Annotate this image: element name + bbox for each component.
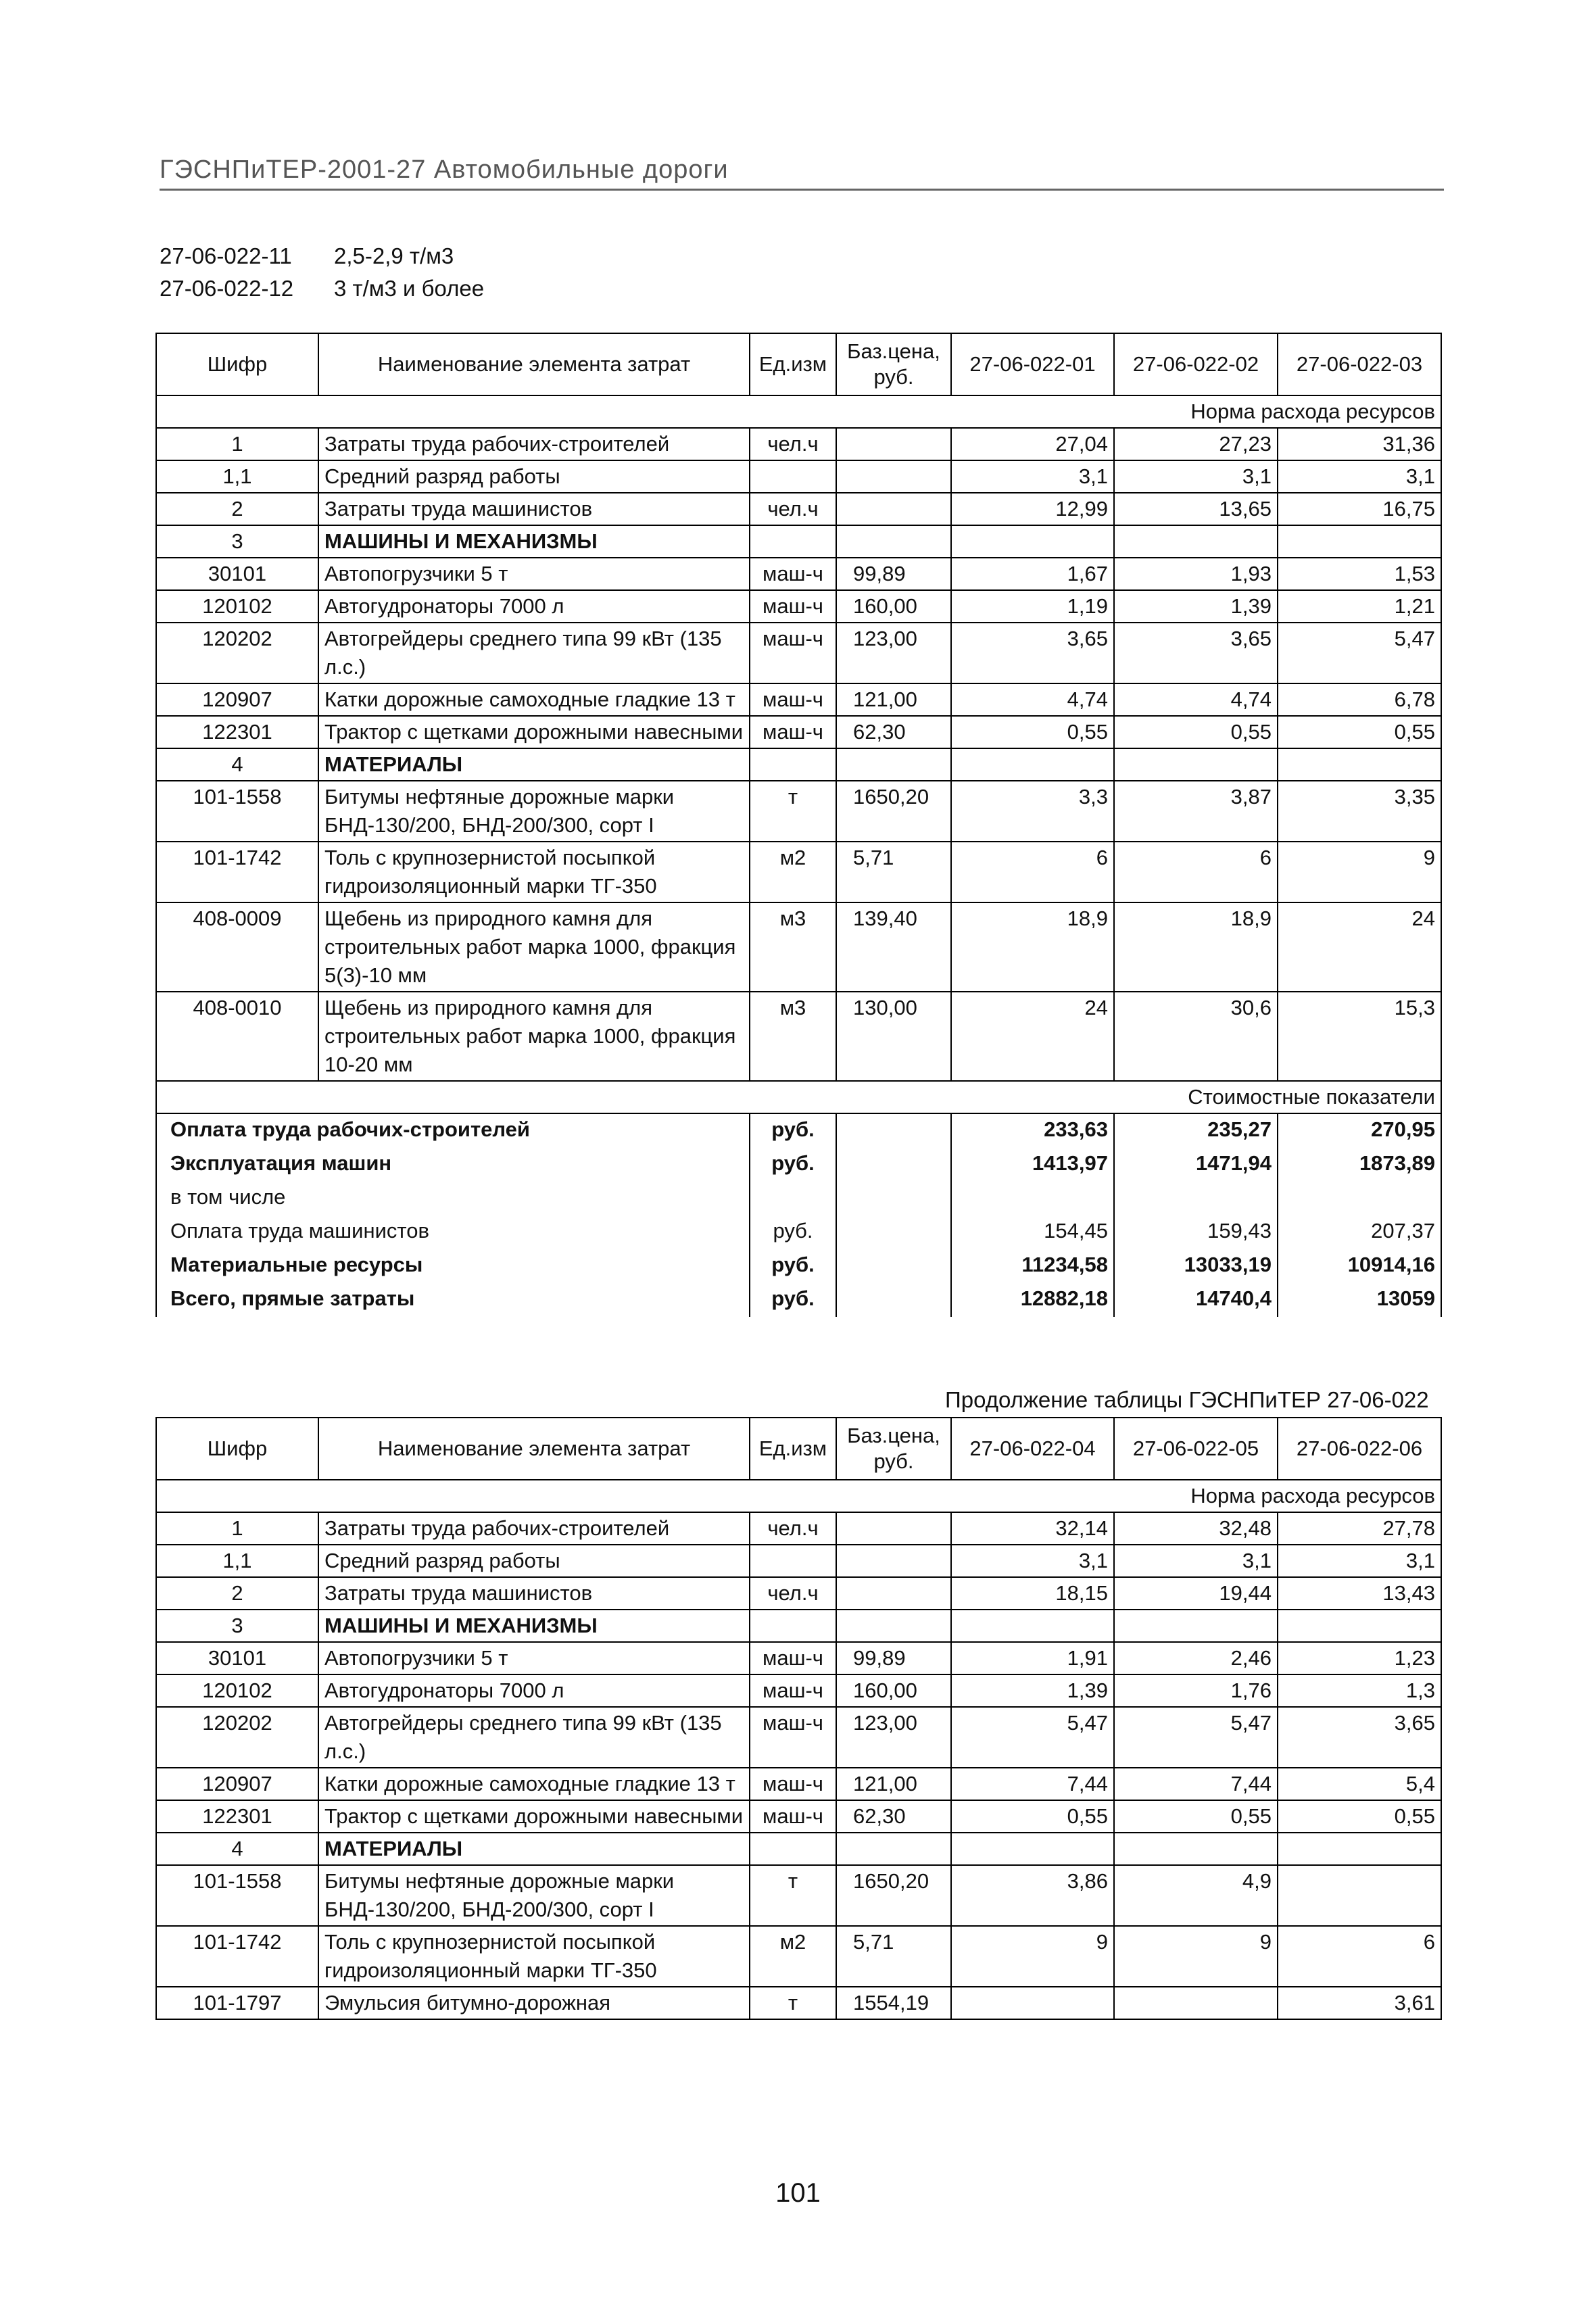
row-price: 121,00 xyxy=(836,1768,951,1800)
row-value xyxy=(1114,525,1278,558)
row-price xyxy=(836,748,951,781)
table-row xyxy=(156,1800,1441,1833)
row-name: Затраты труда рабочих-строителей xyxy=(318,1512,750,1545)
row-price xyxy=(836,1833,951,1865)
row-value: 3,65 xyxy=(1114,623,1278,683)
row-code: 120202 xyxy=(156,1707,318,1768)
row-name: Автогрейдеры среднего типа 99 кВт (135 л.с.) xyxy=(318,623,750,683)
row-price xyxy=(836,525,951,558)
row-code: 408-0010 xyxy=(156,992,318,1081)
row-value: 0,55 xyxy=(1278,716,1441,748)
summary-price xyxy=(836,1148,951,1182)
row-value: 3,1 xyxy=(951,460,1114,493)
section-title-norma: Норма расхода ресурсов xyxy=(156,1480,1441,1512)
row-code: 30101 xyxy=(156,1642,318,1674)
header-unit: Ед.изм xyxy=(750,333,836,395)
row-price: 62,30 xyxy=(836,716,951,748)
row-name: Автогрейдеры среднего типа 99 кВт (135 л.с.) xyxy=(318,1707,750,1768)
row-value: 18,15 xyxy=(951,1577,1114,1610)
row-unit xyxy=(750,525,836,558)
table-row xyxy=(156,902,1441,992)
row-code: 101-1558 xyxy=(156,1865,318,1926)
header-code: Шифр xyxy=(156,1418,318,1480)
table-row xyxy=(156,716,1441,748)
row-name: Трактор с щетками дорожными навесными xyxy=(318,1800,750,1833)
row-value: 1,67 xyxy=(951,558,1114,590)
summary-value: 13059 xyxy=(1278,1283,1441,1317)
row-unit: маш-ч xyxy=(750,716,836,748)
row-price: 160,00 xyxy=(836,590,951,623)
summary-row xyxy=(156,1148,1441,1182)
table-row xyxy=(156,748,1441,781)
row-value: 3,1 xyxy=(1114,1545,1278,1577)
summary-name: в том числе xyxy=(156,1182,750,1215)
row-code: 120102 xyxy=(156,590,318,623)
row-price: 139,40 xyxy=(836,902,951,992)
row-value: 7,44 xyxy=(951,1768,1114,1800)
row-unit xyxy=(750,1833,836,1865)
row-value: 5,47 xyxy=(951,1707,1114,1768)
row-unit: маш-ч xyxy=(750,558,836,590)
row-name: Затраты труда рабочих-строителей xyxy=(318,428,750,460)
summary-value: 207,37 xyxy=(1278,1215,1441,1249)
row-unit: чел.ч xyxy=(750,1577,836,1610)
row-unit: маш-ч xyxy=(750,623,836,683)
row-price: 62,30 xyxy=(836,1800,951,1833)
row-code: 2 xyxy=(156,1577,318,1610)
row-value: 6 xyxy=(1278,1926,1441,1987)
row-value: 1,21 xyxy=(1278,590,1441,623)
row-name: Щебень из природного камня для строительных работ марка 1000, фракция 5(3)-10 мм xyxy=(318,902,750,992)
row-value: 1,39 xyxy=(1114,590,1278,623)
row-value xyxy=(1278,748,1441,781)
row-value: 5,47 xyxy=(1278,623,1441,683)
row-name: МАТЕРИАЛЫ xyxy=(318,748,750,781)
row-unit: маш-ч xyxy=(750,1674,836,1707)
row-price xyxy=(836,1610,951,1642)
row-value xyxy=(1278,1865,1441,1926)
row-code: 1 xyxy=(156,1512,318,1545)
row-unit: т xyxy=(750,781,836,842)
row-name: Автогудронаторы 7000 л xyxy=(318,1674,750,1707)
row-value: 27,78 xyxy=(1278,1512,1441,1545)
table-row xyxy=(156,992,1441,1081)
row-value: 13,43 xyxy=(1278,1577,1441,1610)
row-unit xyxy=(750,1545,836,1577)
row-value xyxy=(1114,1833,1278,1865)
row-value xyxy=(951,748,1114,781)
row-unit: маш-ч xyxy=(750,590,836,623)
table-row xyxy=(156,525,1441,558)
table-row xyxy=(156,590,1441,623)
row-value: 3,86 xyxy=(951,1865,1114,1926)
section-title-norma: Норма расхода ресурсов xyxy=(156,395,1441,428)
row-value: 0,55 xyxy=(951,716,1114,748)
summary-price xyxy=(836,1215,951,1249)
row-value: 1,53 xyxy=(1278,558,1441,590)
row-value: 18,9 xyxy=(1114,902,1278,992)
row-unit: маш-ч xyxy=(750,1707,836,1768)
table-row xyxy=(156,428,1441,460)
row-code: 120102 xyxy=(156,1674,318,1707)
row-value: 3,3 xyxy=(951,781,1114,842)
row-unit: маш-ч xyxy=(750,683,836,716)
row-name: МАТЕРИАЛЫ xyxy=(318,1833,750,1865)
row-value xyxy=(1114,1987,1278,2019)
row-name: Средний разряд работы xyxy=(318,460,750,493)
summary-price xyxy=(836,1113,951,1148)
summary-name: Материальные ресурсы xyxy=(156,1249,750,1283)
row-code: 3 xyxy=(156,525,318,558)
summary-value xyxy=(951,1182,1114,1215)
row-name: Трактор с щетками дорожными навесными xyxy=(318,716,750,748)
summary-name: Всего, прямые затраты xyxy=(156,1283,750,1317)
row-value: 9 xyxy=(1114,1926,1278,1987)
summary-name: Эксплуатация машин xyxy=(156,1148,750,1182)
table-row xyxy=(156,1610,1441,1642)
row-value xyxy=(951,1833,1114,1865)
row-name: Затраты труда машинистов xyxy=(318,1577,750,1610)
table-row xyxy=(156,1865,1441,1926)
row-code: 101-1742 xyxy=(156,1926,318,1987)
summary-value: 12882,18 xyxy=(951,1283,1114,1317)
summary-value: 1413,97 xyxy=(951,1148,1114,1182)
summary-unit: руб. xyxy=(750,1148,836,1182)
header-price: Баз.цена, руб. xyxy=(836,333,951,395)
intro-desc: 3 т/м3 и более xyxy=(334,276,485,301)
row-name: МАШИНЫ И МЕХАНИЗМЫ xyxy=(318,1610,750,1642)
row-value: 32,48 xyxy=(1114,1512,1278,1545)
table-row xyxy=(156,1707,1441,1768)
row-value: 1,23 xyxy=(1278,1642,1441,1674)
row-value: 6 xyxy=(951,842,1114,902)
intro-list xyxy=(160,240,484,305)
section-title-cost: Стоимостные показатели xyxy=(156,1081,1441,1113)
summary-value: 235,27 xyxy=(1114,1113,1278,1148)
row-name: Затраты труда машинистов xyxy=(318,493,750,525)
running-header: ГЭСНПиТЕР-2001-27 Автомобильные дороги xyxy=(160,155,1444,191)
header-name: Наименование элемента затрат xyxy=(318,1418,750,1480)
row-price: 123,00 xyxy=(836,623,951,683)
table-row xyxy=(156,623,1441,683)
table-row xyxy=(156,842,1441,902)
row-name: Эмульсия битумно-дорожная xyxy=(318,1987,750,2019)
row-name: Щебень из природного камня для строительных работ марка 1000, фракция 10-20 мм xyxy=(318,992,750,1081)
summary-unit: руб. xyxy=(750,1113,836,1148)
row-name: Автопогрузчики 5 т xyxy=(318,1642,750,1674)
row-value: 2,46 xyxy=(1114,1642,1278,1674)
row-value xyxy=(1114,1610,1278,1642)
row-code: 120907 xyxy=(156,683,318,716)
row-price: 5,71 xyxy=(836,842,951,902)
row-name: Битумы нефтяные дорожные марки БНД-130/200, БНД-200/300, сорт I xyxy=(318,1865,750,1926)
header-code: Шифр xyxy=(156,333,318,395)
row-price: 123,00 xyxy=(836,1707,951,1768)
row-value: 1,39 xyxy=(951,1674,1114,1707)
row-value: 3,1 xyxy=(1114,460,1278,493)
table-row xyxy=(156,1674,1441,1707)
row-value: 1,3 xyxy=(1278,1674,1441,1707)
row-name: МАШИНЫ И МЕХАНИЗМЫ xyxy=(318,525,750,558)
row-name: Катки дорожные самоходные гладкие 13 т xyxy=(318,1768,750,1800)
row-unit: т xyxy=(750,1987,836,2019)
row-code: 101-1742 xyxy=(156,842,318,902)
row-unit: м3 xyxy=(750,902,836,992)
row-price: 99,89 xyxy=(836,558,951,590)
row-name: Катки дорожные самоходные гладкие 13 т xyxy=(318,683,750,716)
header-column-code: 27-06-022-04 xyxy=(951,1418,1114,1480)
summary-value: 233,63 xyxy=(951,1113,1114,1148)
row-value: 3,1 xyxy=(1278,1545,1441,1577)
row-value: 24 xyxy=(951,992,1114,1081)
row-value: 3,1 xyxy=(951,1545,1114,1577)
row-unit: чел.ч xyxy=(750,428,836,460)
table-row xyxy=(156,1987,1441,2019)
header-name: Наименование элемента затрат xyxy=(318,333,750,395)
header-unit: Ед.изм xyxy=(750,1418,836,1480)
row-code: 120907 xyxy=(156,1768,318,1800)
row-price xyxy=(836,493,951,525)
summary-value: 159,43 xyxy=(1114,1215,1278,1249)
row-value: 3,35 xyxy=(1278,781,1441,842)
summary-unit: руб. xyxy=(750,1249,836,1283)
intro-row xyxy=(160,240,484,272)
intro-code: 27-06-022-12 xyxy=(160,276,294,301)
table-row xyxy=(156,1545,1441,1577)
header-column-code: 27-06-022-01 xyxy=(951,333,1114,395)
row-value: 16,75 xyxy=(1278,493,1441,525)
row-value: 0,55 xyxy=(1114,1800,1278,1833)
row-code: 2 xyxy=(156,493,318,525)
row-value xyxy=(1278,525,1441,558)
row-value: 27,23 xyxy=(1114,428,1278,460)
summary-name: Оплата труда машинистов xyxy=(156,1215,750,1249)
row-unit: чел.ч xyxy=(750,1512,836,1545)
row-value: 7,44 xyxy=(1114,1768,1278,1800)
header-column-code: 27-06-022-05 xyxy=(1114,1418,1278,1480)
row-name: Битумы нефтяные дорожные марки БНД-130/200, БНД-200/300, сорт I xyxy=(318,781,750,842)
row-price: 99,89 xyxy=(836,1642,951,1674)
row-value: 12,99 xyxy=(951,493,1114,525)
row-value: 0,55 xyxy=(1114,716,1278,748)
row-value xyxy=(951,525,1114,558)
summary-row xyxy=(156,1182,1441,1215)
table-row xyxy=(156,1577,1441,1610)
summary-value: 13033,19 xyxy=(1114,1249,1278,1283)
row-value xyxy=(1114,748,1278,781)
row-unit xyxy=(750,1610,836,1642)
summary-row xyxy=(156,1249,1441,1283)
summary-value: 154,45 xyxy=(951,1215,1114,1249)
row-price xyxy=(836,460,951,493)
row-unit xyxy=(750,748,836,781)
table-row xyxy=(156,781,1441,842)
row-value: 3,61 xyxy=(1278,1987,1441,2019)
table-row xyxy=(156,1833,1441,1865)
row-value: 5,4 xyxy=(1278,1768,1441,1800)
row-price xyxy=(836,1545,951,1577)
section-row xyxy=(156,1480,1441,1512)
row-code: 101-1797 xyxy=(156,1987,318,2019)
row-value xyxy=(1278,1610,1441,1642)
row-value: 30,6 xyxy=(1114,992,1278,1081)
row-value: 9 xyxy=(1278,842,1441,902)
table-row xyxy=(156,1926,1441,1987)
summary-unit: руб. xyxy=(750,1215,836,1249)
row-unit: маш-ч xyxy=(750,1800,836,1833)
row-price: 130,00 xyxy=(836,992,951,1081)
row-unit: чел.ч xyxy=(750,493,836,525)
header-row xyxy=(156,1418,1441,1480)
row-code: 408-0009 xyxy=(156,902,318,992)
row-value: 5,47 xyxy=(1114,1707,1278,1768)
header-price: Баз.цена, руб. xyxy=(836,1418,951,1480)
row-name: Автогудронаторы 7000 л xyxy=(318,590,750,623)
header-row xyxy=(156,333,1441,395)
row-code: 1 xyxy=(156,428,318,460)
summary-unit: руб. xyxy=(750,1283,836,1317)
row-value: 15,3 xyxy=(1278,992,1441,1081)
row-code: 120202 xyxy=(156,623,318,683)
row-value: 1,93 xyxy=(1114,558,1278,590)
table-row xyxy=(156,683,1441,716)
header-column-code: 27-06-022-02 xyxy=(1114,333,1278,395)
resource-table-2 xyxy=(155,1417,1442,2020)
row-code: 4 xyxy=(156,1833,318,1865)
row-unit: маш-ч xyxy=(750,1768,836,1800)
header-column-code: 27-06-022-06 xyxy=(1278,1418,1441,1480)
row-value: 9 xyxy=(951,1926,1114,1987)
row-code: 122301 xyxy=(156,716,318,748)
summary-value: 270,95 xyxy=(1278,1113,1441,1148)
section-row xyxy=(156,395,1441,428)
row-value xyxy=(1278,1833,1441,1865)
summary-row xyxy=(156,1113,1441,1148)
row-value: 0,55 xyxy=(1278,1800,1441,1833)
table-row xyxy=(156,493,1441,525)
row-value: 1,76 xyxy=(1114,1674,1278,1707)
row-code: 1,1 xyxy=(156,1545,318,1577)
row-value: 27,04 xyxy=(951,428,1114,460)
summary-name: Оплата труда рабочих-строителей xyxy=(156,1113,750,1148)
row-value: 32,14 xyxy=(951,1512,1114,1545)
row-unit: м3 xyxy=(750,992,836,1081)
table-row xyxy=(156,1642,1441,1674)
row-value: 4,74 xyxy=(1114,683,1278,716)
row-value: 13,65 xyxy=(1114,493,1278,525)
row-value xyxy=(951,1987,1114,2019)
row-unit: маш-ч xyxy=(750,1642,836,1674)
row-code: 101-1558 xyxy=(156,781,318,842)
intro-desc: 2,5-2,9 т/м3 xyxy=(334,243,454,268)
summary-value: 14740,4 xyxy=(1114,1283,1278,1317)
row-code: 4 xyxy=(156,748,318,781)
row-value: 1,19 xyxy=(951,590,1114,623)
row-value: 19,44 xyxy=(1114,1577,1278,1610)
resource-table-1 xyxy=(155,333,1442,1317)
row-value: 4,9 xyxy=(1114,1865,1278,1926)
row-value: 24 xyxy=(1278,902,1441,992)
row-value: 31,36 xyxy=(1278,428,1441,460)
row-unit: м2 xyxy=(750,842,836,902)
row-price: 121,00 xyxy=(836,683,951,716)
row-price xyxy=(836,428,951,460)
summary-unit xyxy=(750,1182,836,1215)
row-value xyxy=(951,1610,1114,1642)
row-code: 30101 xyxy=(156,558,318,590)
summary-row xyxy=(156,1283,1441,1317)
table-row xyxy=(156,558,1441,590)
row-value: 6,78 xyxy=(1278,683,1441,716)
row-price: 1554,19 xyxy=(836,1987,951,2019)
row-value: 18,9 xyxy=(951,902,1114,992)
summary-value xyxy=(1114,1182,1278,1215)
table-row xyxy=(156,1768,1441,1800)
row-value: 3,1 xyxy=(1278,460,1441,493)
row-price xyxy=(836,1577,951,1610)
summary-price xyxy=(836,1182,951,1215)
row-value: 6 xyxy=(1114,842,1278,902)
table-row xyxy=(156,460,1441,493)
row-unit: т xyxy=(750,1865,836,1926)
row-name: Автопогрузчики 5 т xyxy=(318,558,750,590)
row-value: 3,65 xyxy=(1278,1707,1441,1768)
row-name: Толь с крупнозернистой посыпкой гидроизоляционный марки ТГ-350 xyxy=(318,1926,750,1987)
summary-value: 1471,94 xyxy=(1114,1148,1278,1182)
row-code: 122301 xyxy=(156,1800,318,1833)
summary-value xyxy=(1278,1182,1441,1215)
table-row xyxy=(156,1512,1441,1545)
summary-price xyxy=(836,1283,951,1317)
row-value: 0,55 xyxy=(951,1800,1114,1833)
summary-value: 11234,58 xyxy=(951,1249,1114,1283)
row-value: 3,87 xyxy=(1114,781,1278,842)
row-name: Толь с крупнозернистой посыпкой гидроизоляционный марки ТГ-350 xyxy=(318,842,750,902)
page-number: 101 xyxy=(775,2178,821,2208)
row-unit xyxy=(750,460,836,493)
intro-row xyxy=(160,272,484,305)
section-row xyxy=(156,1081,1441,1113)
row-price: 160,00 xyxy=(836,1674,951,1707)
row-price xyxy=(836,1512,951,1545)
summary-price xyxy=(836,1249,951,1283)
row-name: Средний разряд работы xyxy=(318,1545,750,1577)
row-value: 4,74 xyxy=(951,683,1114,716)
row-code: 3 xyxy=(156,1610,318,1642)
header-column-code: 27-06-022-03 xyxy=(1278,333,1441,395)
intro-code: 27-06-022-11 xyxy=(160,243,292,268)
row-code: 1,1 xyxy=(156,460,318,493)
row-unit: м2 xyxy=(750,1926,836,1987)
summary-value: 10914,16 xyxy=(1278,1249,1441,1283)
row-value: 1,91 xyxy=(951,1642,1114,1674)
summary-row xyxy=(156,1215,1441,1249)
continuation-caption: Продолжение таблицы ГЭСНПиТЕР 27-06-022 xyxy=(945,1387,1429,1412)
row-value: 3,65 xyxy=(951,623,1114,683)
summary-value: 1873,89 xyxy=(1278,1148,1441,1182)
row-price: 1650,20 xyxy=(836,1865,951,1926)
row-price: 5,71 xyxy=(836,1926,951,1987)
row-price: 1650,20 xyxy=(836,781,951,842)
